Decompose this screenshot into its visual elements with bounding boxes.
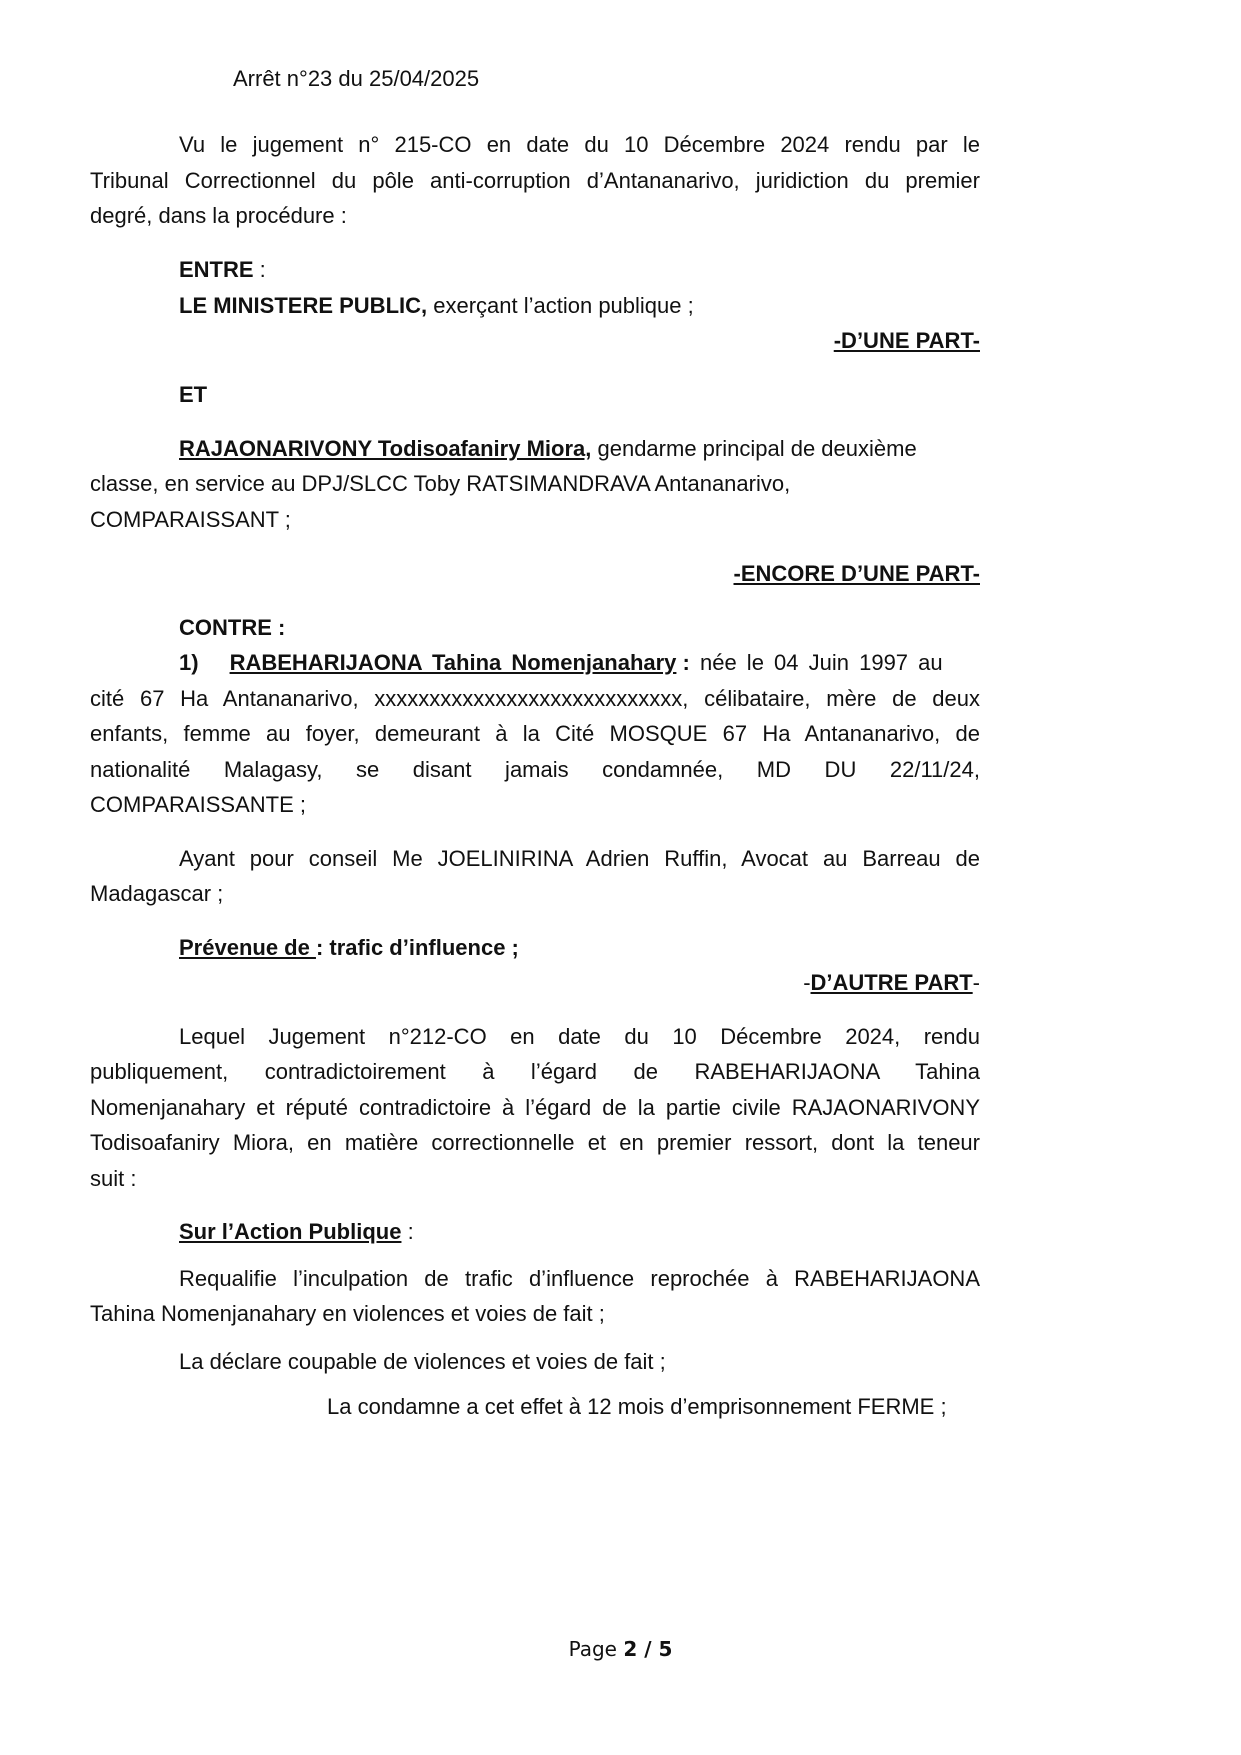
- arret-reference: Arrêt n°23 du 25/04/2025: [233, 66, 480, 91]
- prevenue-colon: :: [676, 650, 690, 675]
- partie-civile-line-1: [179, 436, 980, 462]
- encore-dune-part-label: -ENCORE D’UNE PART-: [733, 561, 980, 586]
- dune-part-label: -D’UNE PART-: [833, 328, 980, 353]
- intro-line-2: Tribunal Correctionnel du pôle anti-corruption d’Antananarivo, juridiction du premier: [90, 168, 980, 193]
- partie-civile-name: RAJAONARIVONY Todisoafaniry Miora,: [179, 436, 592, 461]
- dautre-part-dash-right: -: [972, 970, 980, 995]
- et-heading: ET: [179, 382, 208, 407]
- jugement-line-1: Lequel Jugement n°212-CO en date du 10 Décembre 2024, rendu: [179, 1024, 980, 1049]
- prevenue-name: RABEHARIJAONA Tahina Nomenjanahary: [229, 650, 677, 675]
- prevention-line: [179, 935, 980, 961]
- requalifie-line-2: Tahina Nomenjanahary en violences et voies de fait ;: [90, 1301, 605, 1326]
- dautre-part-dash-left: -: [803, 970, 811, 995]
- entre-colon: :: [253, 257, 266, 282]
- ministere-public-name: LE MINISTERE PUBLIC,: [179, 293, 428, 318]
- ministere-public-role: exerçant l’action publique ;: [427, 293, 694, 318]
- conseil-line-2: Madagascar ;: [90, 881, 224, 906]
- coupable-line: La déclare coupable de violences et voies de fait ;: [179, 1349, 666, 1374]
- partie-civile-line-3: COMPARAISSANT ;: [90, 507, 291, 532]
- prevenue-line-3: enfants, femme au foyer, demeurant à la Cité MOSQUE 67 Ha Antananarivo, de: [90, 721, 980, 746]
- page-number-footer: [0, 1637, 1241, 1661]
- action-publique-colon: :: [401, 1219, 414, 1244]
- partie-civile-line-2: classe, en service au DPJ/SLCC Toby RATSIMANDRAVA Antananarivo,: [90, 471, 791, 496]
- action-publique-heading: [179, 1219, 980, 1245]
- intro-line-3: degré, dans la procédure :: [90, 203, 347, 228]
- dautre-part-label: D’AUTRE PART: [810, 970, 973, 995]
- page-current: 2: [623, 1637, 638, 1661]
- prevenue-line-4: nationalité Malagasy, se disant jamais condamnée, MD DU 22/11/24,: [90, 757, 980, 782]
- condamne-line: La condamne a cet effet à 12 mois d’emprisonnement FERME ;: [327, 1394, 947, 1419]
- jugement-line-2: publiquement, contradictoirement à l’égard de RABEHARIJAONA Tahina: [90, 1059, 980, 1084]
- prevention-charge: : trafic d’influence ;: [315, 935, 519, 960]
- partie-civile-grade: gendarme principal de deuxième: [591, 436, 917, 461]
- prevenue-line-2: cité 67 Ha Antananarivo, xxxxxxxxxxxxxxxxxxxxxxxxxxxx, célibataire, mère de deux: [90, 686, 980, 711]
- prevenue-line-1: [179, 650, 980, 676]
- intro-line-1: Vu le jugement n° 215-CO en date du 10 Décembre 2024 rendu par le: [179, 132, 980, 157]
- jugement-line-5: suit :: [90, 1166, 137, 1191]
- prevenue-number: 1): [179, 650, 199, 675]
- prevention-label: Prévenue de: [179, 935, 316, 960]
- dautre-part-line: [90, 970, 980, 996]
- prevenue-line-5: COMPARAISSANTE ;: [90, 792, 306, 817]
- entre-label: ENTRE: [179, 257, 254, 282]
- action-publique-label: Sur l’Action Publique: [179, 1219, 402, 1244]
- jugement-line-4: Todisoafaniry Miora, en matière correctionnelle et en premier ressort, dont la teneur: [90, 1130, 980, 1155]
- page-total: 5: [658, 1637, 673, 1661]
- jugement-line-3: Nomenjanahary et réputé contradictoire à l’égard de la partie civile RAJAONARIVONY: [90, 1095, 980, 1120]
- page-label: Page: [568, 1637, 624, 1661]
- page-separator: /: [637, 1637, 659, 1661]
- prevenue-birth: née le 04 Juin 1997 au: [689, 650, 943, 675]
- ministere-public-line: [179, 293, 980, 319]
- conseil-line-1: Ayant pour conseil Me JOELINIRINA Adrien Ruffin, Avocat au Barreau de: [179, 846, 980, 871]
- contre-heading: CONTRE :: [179, 615, 286, 640]
- entre-heading: [179, 257, 980, 283]
- requalifie-line-1: Requalifie l’inculpation de trafic d’influence reprochée à RABEHARIJAONA: [179, 1266, 980, 1291]
